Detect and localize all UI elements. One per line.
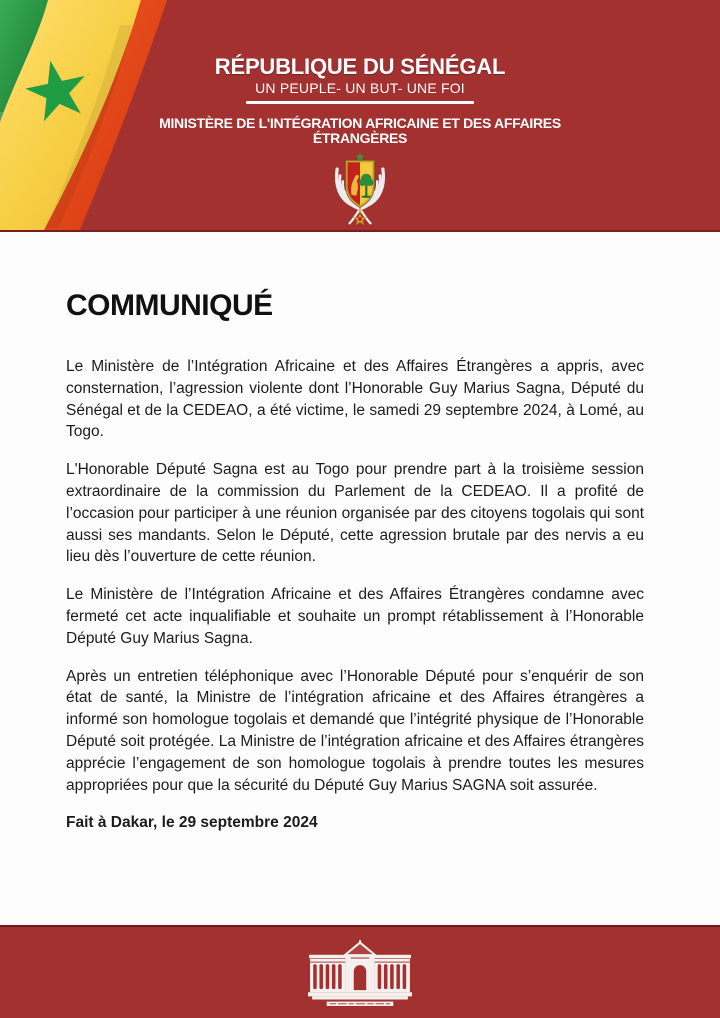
communique-title: COMMUNIQUÉ bbox=[66, 289, 273, 322]
header-banner bbox=[0, 0, 720, 232]
footer-banner bbox=[0, 925, 720, 1018]
ministry-title bbox=[159, 116, 561, 146]
ministry-title-line1: MINISTÈRE DE L'INTÉGRATION AFRICAINE ET DES AFFAIRES bbox=[159, 115, 561, 132]
paragraph-1: Le Ministère de l’Intégration Africaine et des Affaires Étrangères a appris, avec consternation, l’agression violente dont l’Honorable Guy Marius Sagna, Député du Sénégal et de la CEDEAO, a été victime, le samedi 29 septembre 2024, à Lomé, au Togo. bbox=[66, 358, 644, 441]
senegal-coat-of-arms-icon bbox=[321, 150, 399, 230]
ministry-title-line2: ÉTRANGÈRES bbox=[312, 130, 408, 147]
paragraph-2: L'Honorable Député Sagna est au Togo pour prendre part à la troisième session extraordinaire de la commission du Parlement de la CEDEAO. Il a profité de l’occasion pour participer à une réunion organisée par des citoyens togolais qui sont aussi ses mandants. Selon le Député, cette agression brutale par des nervis a eu lieu dès l’ouverture de cette réunion. bbox=[66, 461, 644, 566]
paragraph-4: Après un entretien téléphonique avec l’Honorable Député pour s’enquérir de son état de santé, la Ministre de l’intégration africaine et des Affaires étrangères a informé son homologue togolais et demandé que l’intégrité physique de l’Honorable Député soit protégée. La Ministre de l’intégration africaine et des Affaires étrangères apprécie l’engagement de son homologue togolais à prendre toutes les mesures appropriées pour que la sécurité du Député Guy Marius SAGNA soit assurée. bbox=[66, 667, 644, 794]
presidential-palace-building-icon bbox=[308, 940, 412, 1012]
national-motto: UN PEUPLE- UN BUT- UNE FOI bbox=[255, 80, 465, 97]
dateline: Fait à Dakar, le 29 septembre 2024 bbox=[66, 814, 318, 832]
republic-title: RÉPUBLIQUE DU SÉNÉGAL bbox=[214, 54, 506, 79]
motto-underline bbox=[246, 101, 474, 104]
paragraph-3: Le Ministère de l’Intégration Africaine et des Affaires Étrangères condamne avec fermeté cet acte inqualifiable et souhaite un prompt rétablissement à l’Honorable Député Guy Marius Sagna. bbox=[66, 586, 644, 647]
communique-body bbox=[0, 232, 720, 925]
